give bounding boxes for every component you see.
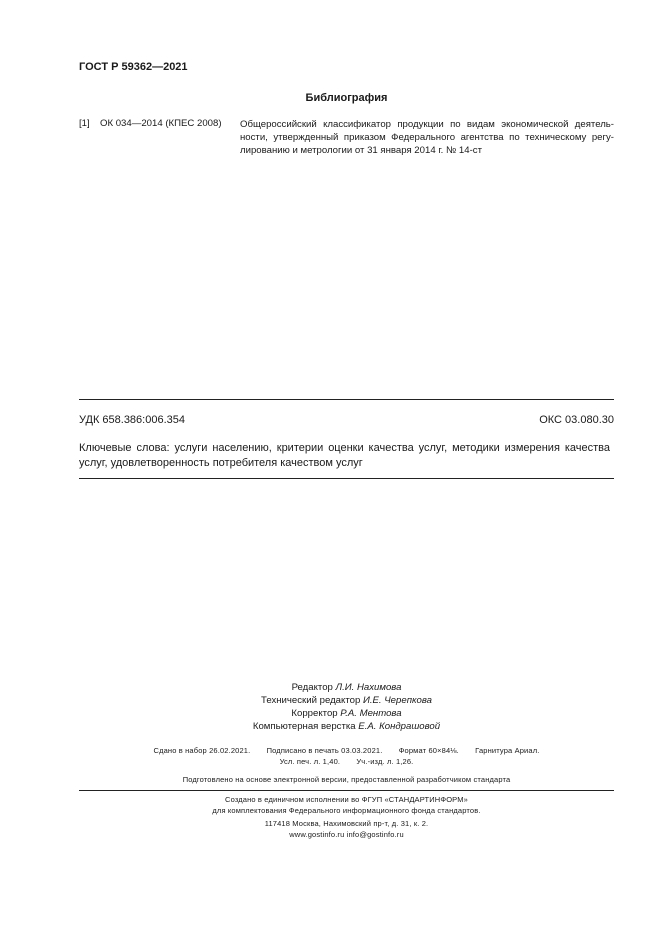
bibliography-entry-code: ОК 034—2014 (КПЕС 2008): [100, 118, 222, 129]
standard-number: ГОСТ Р 59362—2021: [79, 61, 188, 73]
imprint-typeface: Гарнитура Ариал.: [475, 746, 540, 755]
imprint-block: [79, 745, 614, 767]
publisher-address: 117418 Москва, Нахимовский пр-т, д. 31, к. 2.: [264, 819, 429, 828]
credit-proofreader: [79, 707, 614, 720]
imprint-format: Формат 60×84⅛.: [398, 746, 459, 755]
imprint-line-1: [79, 745, 614, 756]
bottom-rule: [79, 478, 614, 479]
top-rule: [79, 399, 614, 400]
imprint-line-2: [79, 756, 614, 767]
credit-role: Технический редактор: [261, 695, 361, 706]
publisher-email-link[interactable]: info@gostinfo.ru: [346, 830, 404, 839]
credits-block: [79, 681, 614, 733]
credit-editor: [79, 681, 614, 694]
publisher-contacts: [79, 829, 614, 840]
bibliography-entry-number: [1]: [79, 118, 90, 129]
credit-tech-editor: [79, 694, 614, 707]
bibliography-entry-description: Общероссийский классификатор продукции по видам экономической деятель-ности, утвержденный приказом Федерального агентства по техническому регу-лированию и метрологии от 31 января 2014 г. № 14-ст: [240, 119, 614, 157]
credit-person: Е.А. Кондрашовой: [358, 721, 441, 732]
credit-person: И.Е. Черепкова: [362, 695, 432, 706]
publisher-block: [79, 794, 614, 816]
credit-person: Л.И. Нахимова: [335, 682, 402, 693]
imprint-print-sheets: Усл. печ. л. 1,40.: [279, 757, 341, 766]
oks-code: ОКС 03.080.30: [539, 414, 614, 426]
prepared-note: Подготовлено на основе электронной версии, предоставленной разработчиком стандарта: [182, 775, 511, 784]
udk-code: УДК 658.386:006.354: [79, 414, 185, 426]
keywords: Ключевые слова: услуги населению, критерии оценки качества услуг, методики измерения качества услуг, удовлетворенность потребителя качеством услуг: [79, 442, 610, 469]
address-block: [79, 818, 614, 840]
publisher-line-1: Создано в единичном исполнении во ФГУП «СТАНДАРТИНФОРМ»: [225, 795, 468, 804]
credit-role: Корректор: [291, 708, 338, 719]
publisher-line-2: для комплектования Федерального информационного фонда стандартов.: [212, 806, 481, 815]
imprint-rule: [79, 790, 614, 791]
credit-role: Компьютерная верстка: [252, 721, 356, 732]
bibliography-title: Библиография: [305, 92, 388, 104]
imprint-publisher-sheets: Уч.-изд. л. 1,26.: [356, 757, 414, 766]
publisher-website-link[interactable]: www.gostinfo.ru: [289, 830, 345, 839]
credit-person: Р.А. Ментова: [340, 708, 402, 719]
credit-role: Редактор: [291, 682, 333, 693]
imprint-submitted: Сдано в набор 26.02.2021.: [153, 746, 251, 755]
credit-layout: [79, 720, 614, 733]
imprint-signed: Подписано в печать 03.03.2021.: [266, 746, 383, 755]
